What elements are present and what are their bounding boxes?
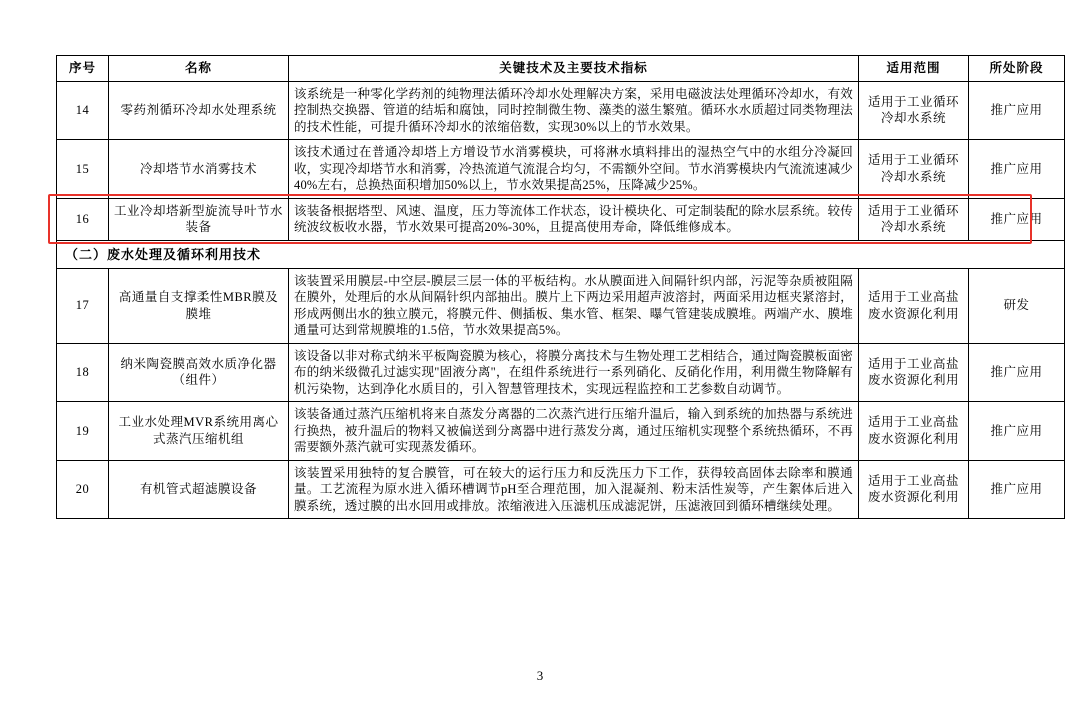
cell-name: 高通量自支撑柔性MBR膜及膜堆 — [109, 268, 289, 343]
table-row — [57, 81, 1065, 140]
cell-name: 工业冷却塔新型旋流导叶节水装备 — [109, 198, 289, 240]
cell-no: 16 — [57, 198, 109, 240]
cell-stage: 推广应用 — [969, 460, 1065, 519]
cell-name: 工业水处理MVR系统用离心式蒸汽压缩机组 — [109, 402, 289, 461]
cell-scope: 适用于工业高盐废水资源化利用 — [859, 402, 969, 461]
column-header-no: 序号 — [57, 56, 109, 82]
table-section-row — [57, 240, 1065, 268]
technology-catalog-table — [56, 55, 1044, 519]
column-header-scope: 适用范围 — [859, 56, 969, 82]
cell-tech: 该装备通过蒸汽压缩机将来自蒸发分离器的二次蒸汽进行压缩升温后，输入到系统的加热器与系统进行换热，被升温后的物料又被偏送到分离器中进行蒸发分离，通过压缩机实现整个系统热循环，不再需要额外蒸汽就可实现蒸发循环。 — [289, 402, 859, 461]
cell-scope: 适用于工业循环冷却水系统 — [859, 198, 969, 240]
cell-stage: 研发 — [969, 268, 1065, 343]
cell-stage: 推广应用 — [969, 140, 1065, 199]
cell-scope: 适用于工业循环冷却水系统 — [859, 140, 969, 199]
cell-name: 有机管式超滤膜设备 — [109, 460, 289, 519]
cell-tech: 该装置采用膜层-中空层-膜层三层一体的平板结构。水从膜面进入间隔针织内部，污泥等杂质被阻隔在膜外，处理后的水从间隔针织内部抽出。膜片上下两边采用超声波溶封，两面采用边框夹紧溶封，形成两侧出水的独立膜元，将膜元件、侧插板、集水管、框架、曝气管建装成膜堆。两端产水、膜堆通量可达到常规膜堆的1.5倍，节水效果提高5%。 — [289, 268, 859, 343]
cell-name: 零药剂循环冷却水处理系统 — [109, 81, 289, 140]
cell-stage: 推广应用 — [969, 81, 1065, 140]
cell-no: 20 — [57, 460, 109, 519]
cell-no: 14 — [57, 81, 109, 140]
cell-tech: 该装置采用独特的复合膜管，可在较大的运行压力和反洗压力下工作，获得较高固体去除率和膜通量。工艺流程为原水进入循环槽调节pH至合理范围，加入混凝剂、粉末活性炭等，产生絮体后进入膜系统，透过膜的出水回用或排放。浓缩液进入压滤机压成滤泥饼，压滤液回到循环槽继续处理。 — [289, 460, 859, 519]
cell-name: 纳米陶瓷膜高效水质净化器（组件） — [109, 343, 289, 402]
table-row-highlighted — [57, 198, 1065, 240]
cell-scope: 适用于工业循环冷却水系统 — [859, 81, 969, 140]
table-row — [57, 343, 1065, 402]
cell-tech: 该技术通过在普通冷却塔上方增设节水消雾模块，可将淋水填料排出的湿热空气中的水组分冷凝回收，实现冷却塔节水和消雾，冷热流道气流混合均匀，不需额外空间。节水消雾模块内气流流速减少40%左右，总换热面积增加50%以上，节水效果提高25%，压降减少25%。 — [289, 140, 859, 199]
column-header-name: 名称 — [109, 56, 289, 82]
cell-tech: 该系统是一种零化学药剂的纯物理法循环冷却水处理解决方案，采用电磁波法处理循环冷却水，有效控制热交换器、管道的结垢和腐蚀，同时控制微生物、藻类的滋生繁殖。循环水水质超过同类物理法的技术性能，可提升循环冷却水的浓缩倍数，实现30%以上的节水效果。 — [289, 81, 859, 140]
cell-scope: 适用于工业高盐废水资源化利用 — [859, 460, 969, 519]
table-header-row — [57, 56, 1065, 82]
cell-scope: 适用于工业高盐废水资源化利用 — [859, 268, 969, 343]
cell-tech: 该设备以非对称式纳米平板陶瓷膜为核心，将膜分离技术与生物处理工艺相结合，通过陶瓷膜板面密布的纳米级微孔过滤实现"固液分离"，在组件系统进行一系列硝化、反硝化作用，利用微生物降解有机污染物，达到净化水质目的，引入智慧管理技术，实现远程监控和工艺参数自动调节。 — [289, 343, 859, 402]
page-number: 3 — [536, 668, 544, 683]
table-row — [57, 402, 1065, 461]
cell-scope: 适用于工业高盐废水资源化利用 — [859, 343, 969, 402]
cell-no: 19 — [57, 402, 109, 461]
column-header-tech: 关键技术及主要技术指标 — [289, 56, 859, 82]
cell-name: 冷却塔节水消雾技术 — [109, 140, 289, 199]
table-row — [57, 140, 1065, 199]
table-row — [57, 268, 1065, 343]
cell-no: 15 — [57, 140, 109, 199]
cell-no: 17 — [57, 268, 109, 343]
cell-stage: 推广应用 — [969, 343, 1065, 402]
cell-tech: 该装备根据塔型、风速、温度，压力等流体工作状态，设计模块化、可定制装配的除水层系统。较传统波纹板收水器，节水效果可提高20%-30%，且提高使用寿命，降低维修成本。 — [289, 198, 859, 240]
column-header-stage: 所处阶段 — [969, 56, 1065, 82]
cell-stage: 推广应用 — [969, 402, 1065, 461]
cell-stage: 推广应用 — [969, 198, 1065, 240]
cell-no: 18 — [57, 343, 109, 402]
section-title: （二）废水处理及循环利用技术 — [57, 240, 1065, 268]
table-row — [57, 460, 1065, 519]
